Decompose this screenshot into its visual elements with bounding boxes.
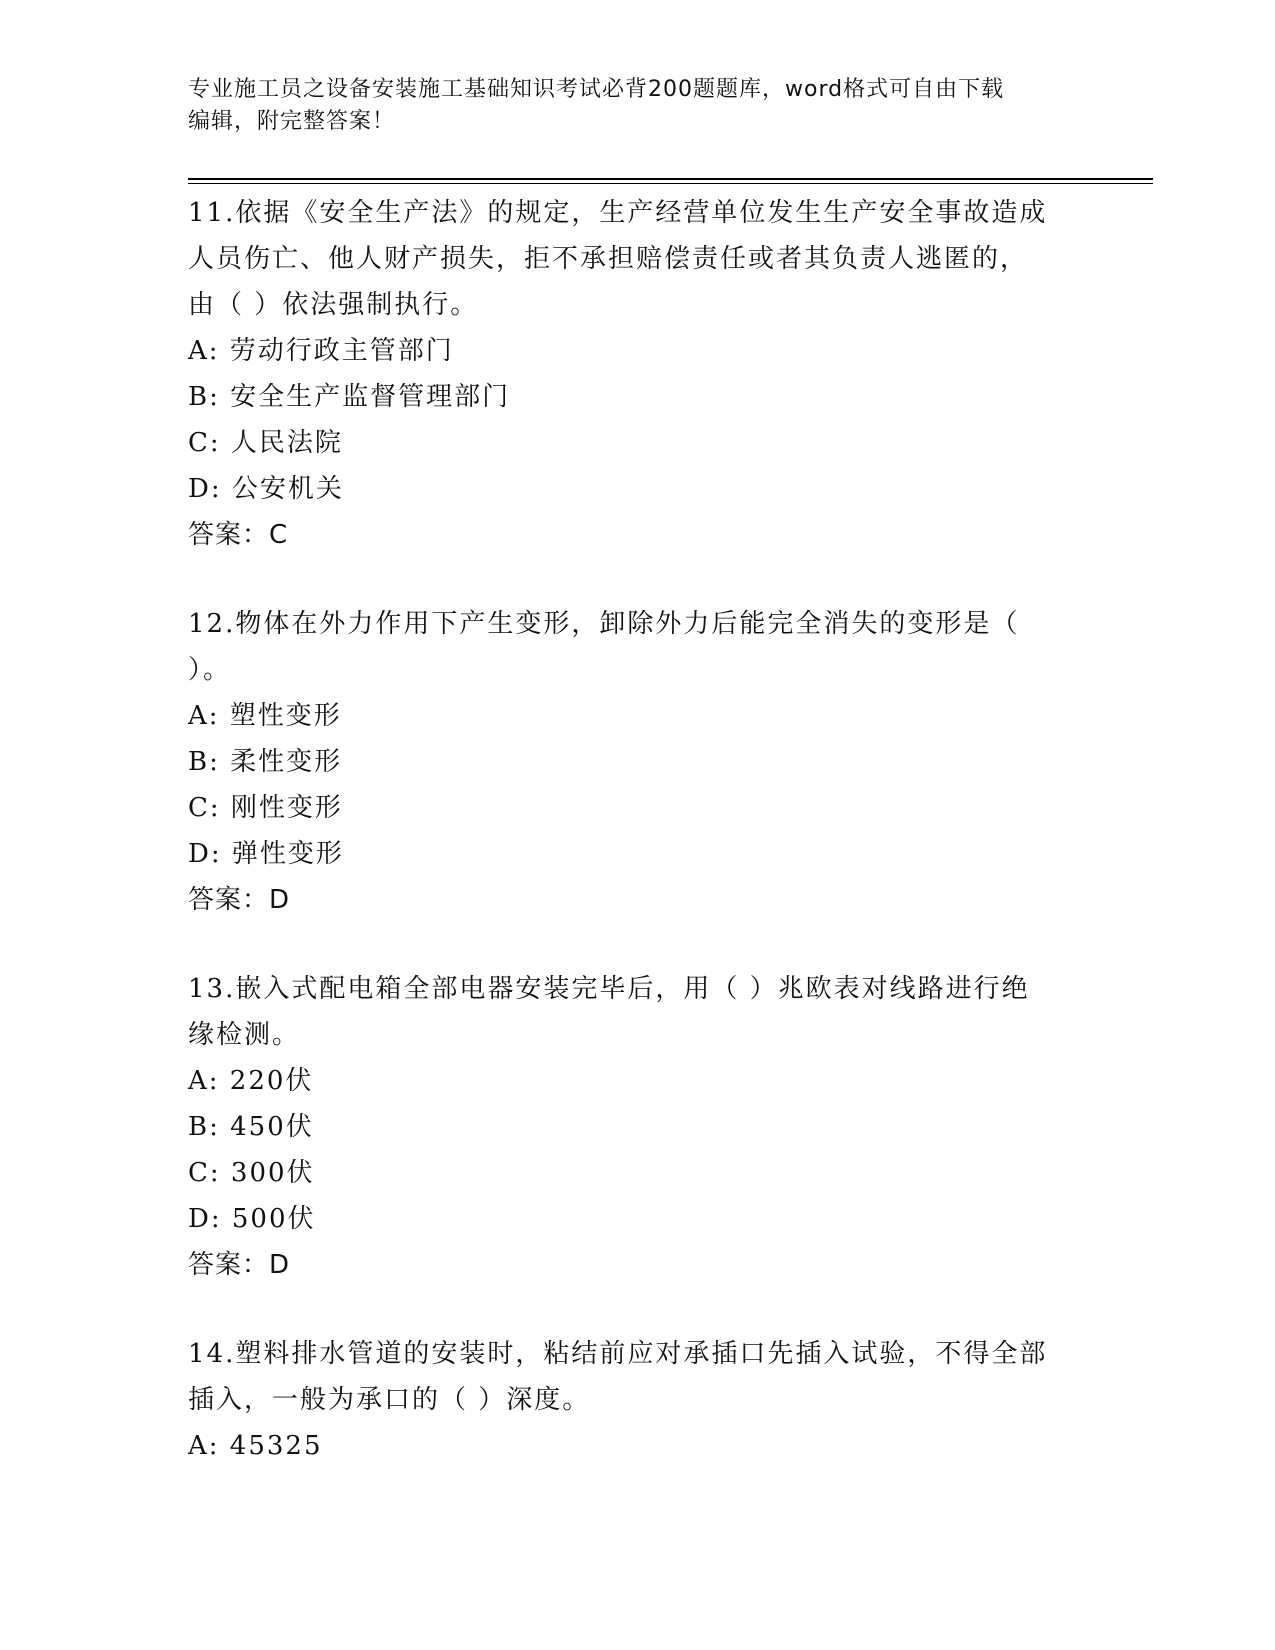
question-stem-line: 11.依据《安全生产法》的规定，生产经营单位发生生产安全事故造成 — [188, 198, 1048, 228]
option-d: D: 公安机关 — [188, 474, 344, 504]
option-a: A: 劳动行政主管部门 — [188, 336, 454, 366]
question-stem-line: 12.物体在外力作用下产生变形，卸除外力后能完全消失的变形是（ — [188, 609, 1020, 639]
answer: 答案：D — [188, 1250, 291, 1280]
question-spacer — [188, 923, 1088, 966]
option-b: B: 450伏 — [188, 1112, 314, 1142]
question-spacer — [188, 558, 1088, 601]
question-stem-line: 13.嵌入式配电箱全部电器安装完毕后，用（ ）兆欧表对线路进行绝 — [188, 974, 1030, 1004]
question-stem-line: 人员伤亡、他人财产损失，拒不承担赔偿责任或者其负责人逃匿的， — [188, 244, 1029, 274]
option-c: C: 人民法院 — [188, 428, 343, 458]
question-14 — [188, 1331, 1088, 1469]
question-12 — [188, 601, 1088, 923]
option-b: B: 安全生产监督管理部门 — [188, 382, 511, 412]
question-13 — [188, 966, 1088, 1288]
header-divider-thick — [188, 178, 1153, 180]
question-stem-line: 由（ ）依法强制执行。 — [188, 290, 479, 320]
question-stem-line: 插入，一般为承口的（ ）深度。 — [188, 1385, 591, 1415]
header-divider-thin — [188, 183, 1153, 184]
option-c: C: 300伏 — [188, 1158, 315, 1188]
question-11 — [188, 190, 1088, 558]
question-stem-line: 缘检测。 — [188, 1020, 301, 1050]
option-a: A: 220伏 — [188, 1066, 314, 1096]
option-d: D: 500伏 — [188, 1204, 316, 1234]
option-a: A: 塑性变形 — [188, 701, 342, 731]
answer: 答案：D — [188, 885, 291, 915]
option-d: D: 弹性变形 — [188, 839, 344, 869]
option-b: B: 柔性变形 — [188, 747, 343, 777]
document-header — [188, 74, 1088, 138]
option-c: C: 刚性变形 — [188, 793, 343, 823]
header-line-1: 专业施工员之设备安装施工基础知识考试必背200题题库，word格式可自由下载 — [188, 77, 1005, 102]
question-stem-line: 14.塑料排水管道的安装时，粘结前应对承插口先插入试验，不得全部 — [188, 1339, 1048, 1369]
header-line-2: 编辑，附完整答案！ — [188, 109, 396, 134]
question-list — [188, 190, 1088, 1469]
question-spacer — [188, 1288, 1088, 1331]
answer: 答案：C — [188, 520, 289, 550]
option-a: A: 45325 — [188, 1431, 323, 1461]
question-stem-line: ）。 — [188, 655, 232, 685]
